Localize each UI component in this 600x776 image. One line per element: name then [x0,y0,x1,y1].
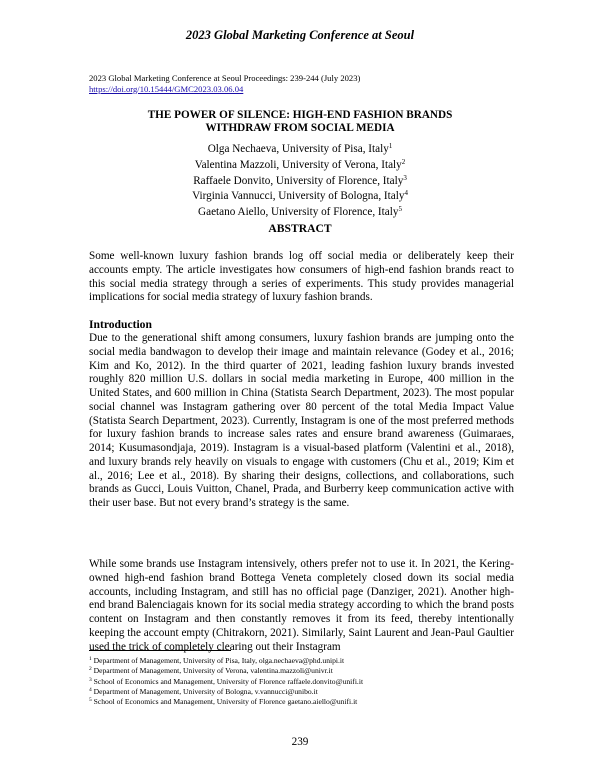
abstract-heading: ABSTRACT [268,222,332,235]
footnote [89,656,363,666]
introduction-paragraph-2: While some brands use Instagram intensively, others prefer not to use it. In 2021, the Kering-owned high-end fashion brand Bottega Veneta completely closed down its social media accounts, including Instagram, and still has no official page (Danziger, 2021). Another high-end brand Balenciagais known for its social media strategy according to which the brand posts content on Instagram and then constantly removes it from its feed, thereby intentionally keeping the account empty (Chitrakorn, 2021). Similarly, Saint Laurent and Jean-Paul Gaultier used the trick of completely clearing out their Instagram [89,558,514,653]
footnote-mark: 1 [89,656,92,662]
footnote-text: School of Economics and Management, University of Florence raffaele.donvito@unifi.it [91,676,364,686]
footnote [89,677,363,687]
page-number: 239 [291,736,309,748]
footnote-mark: 4 [89,686,92,693]
footnote-mark: 3 [89,676,92,683]
author-footnote-mark: 3 [403,173,407,182]
author-name: Valentina Mazzoli, University of Verona, Italy [194,158,402,171]
author-line [0,205,600,221]
footnote-text: Department of Management, University of Pisa, Italy, olga.nechaeva@phd.unipi.it [91,656,345,665]
running-header: 2023 Global Marketing Conference at Seoul [185,28,415,42]
title-line-2: WITHDRAW FROM SOCIAL MEDIA [205,122,395,134]
author-name: Gaetano Aiello, University of Florence, Italy [198,206,399,219]
footnote-text: Department of Management, University of Bologna, v.vannucci@unibo.it [91,686,318,696]
author-line [0,158,600,174]
author-name: Olga Nechaeva, University of Pisa, Italy [207,143,389,155]
footnote-mark: 5 [89,697,92,704]
abstract-text: Some well-known luxury fashion brands log off social media or deliberately keep their accounts empty. The article investigates how consumers of high-end fashion brands react to this social media strategy through a series of experiments. This study provides managerial implications for social media strategy of luxury fashion brands. [89,250,514,304]
footnote-text: Department of Management, University of Verona, valentina.mazzoli@univr.it [91,666,333,676]
author-footnote-mark: 5 [398,205,402,214]
author-list [0,142,600,221]
footnote-mark: 2 [89,666,92,673]
footnote [89,697,363,707]
author-footnote-mark: 2 [401,157,406,166]
footnotes [89,656,363,707]
footnote-text: School of Economics and Management, University of Florence gaetano.aiello@unifi.it [91,697,358,707]
title-line-1: THE POWER OF SILENCE: HIGH-END FASHION BRANDS [147,109,453,121]
author-line [0,174,600,190]
author-footnote-mark: 1 [388,142,393,150]
author-name: Virginia Vannucci, University of Bologna, Italy [192,190,405,203]
introduction-heading: Introduction [89,318,152,331]
footnote-divider [89,650,231,651]
author-line [0,142,600,158]
author-line [0,189,600,205]
author-name: Raffaele Donvito, University of Florence, Italy [193,174,404,187]
footnote [89,687,363,697]
proceedings-line: 2023 Global Marketing Conference at Seoul Proceedings: 239-244 (July 2023) [89,73,361,83]
author-footnote-mark: 4 [404,189,408,198]
publication-info [89,73,360,94]
introduction-paragraph-1: Due to the generational shift among consumers, luxury fashion brands are jumping onto the social media bandwagon to develop their image and maintain relevance (Godey et al., 2016; Kim and Ko, 2012). In the third quarter of 2021, leading fashion luxury brands invested roughly 820 million U.S. dollars in social media marketing in Europe, 400 million in the United States, and 600 million in China (Statista Search Department, 2023). The most popular social channel was Instagram gathering over 80 percent of the total Media Impact Value (Statista Search Department, 2023). Currently, Instagram is one of the most preferred methods for luxury fashion brands to increase sales rates and ensure brand awareness (Guimaraes, 2014; Kusumasondjaja, 2019). Instagram is a visual-based platform (Valentini et al., 2018), and luxury brands rely heavily on visuals to engage with customers (Chu et al., 2019; Kim et al., 2016; Lee et al., 2018). By sharing their designs, collections, and collaborations, such brands as Gucci, Louis Vuitton, Chanel, Prada, and Burberry keep communication active with their user base. But not every brand’s strategy is the same. [89,332,514,509]
footnote [89,666,363,676]
paper-title [0,109,600,135]
doi-link[interactable]: https://doi.org/10.15444/GMC2023.03.06.04 [89,83,244,94]
